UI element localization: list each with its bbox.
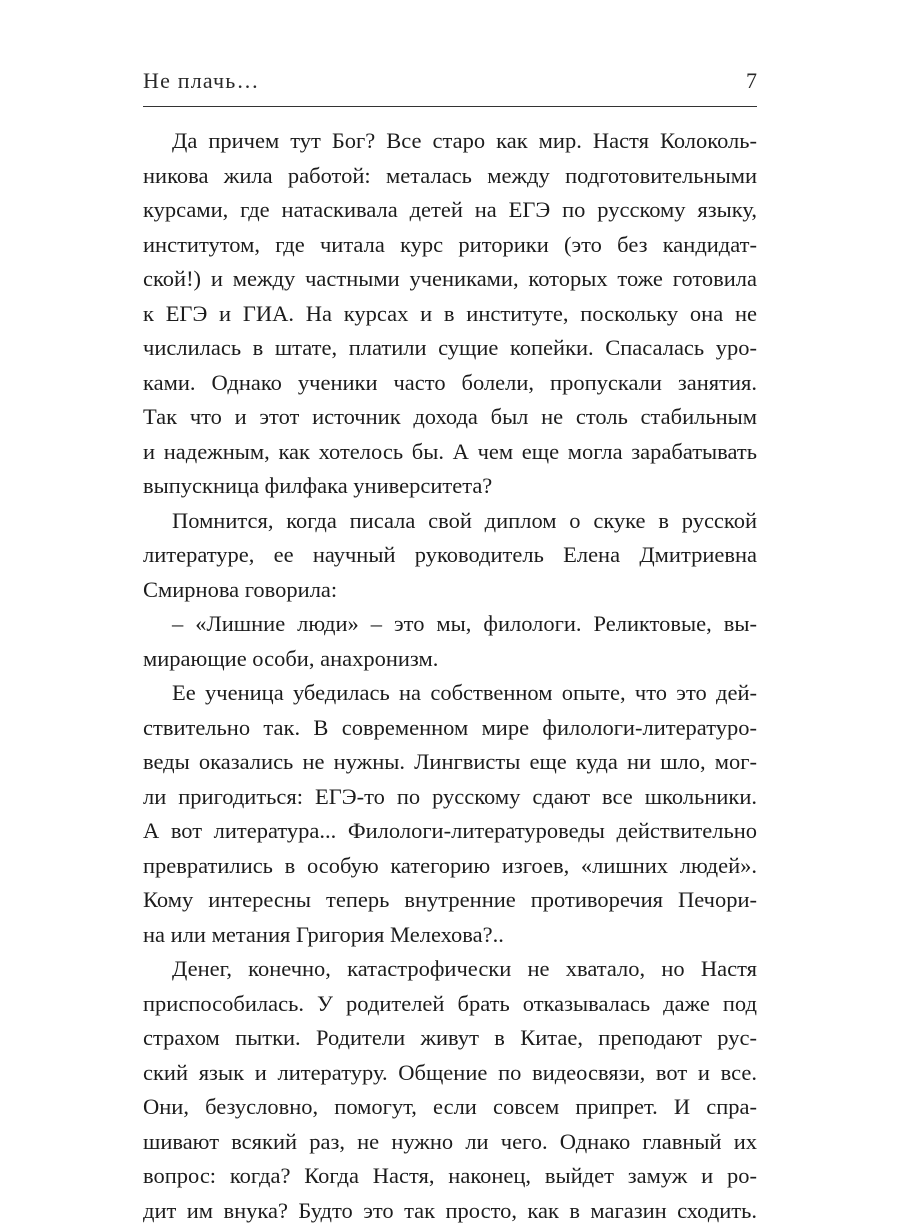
running-head (143, 68, 757, 100)
text-line: ской!) и между частными учениками, которых тоже готовила (143, 262, 757, 297)
text-line: и надежным, как хотелось бы. А чем еще могла зарабатывать (143, 435, 757, 470)
text-line: Смирнова говорила: (143, 573, 757, 608)
text-line: ками. Однако ученики часто болели, пропускали занятия. (143, 366, 757, 401)
text-line: веды оказались не нужны. Лингвисты еще куда ни шло, мог- (143, 745, 757, 780)
text-line: – «Лишние люди» – это мы, филологи. Реликтовые, вы- (143, 607, 757, 642)
text-line: выпускница филфака университета? (143, 469, 757, 504)
page-number: 7 (746, 68, 757, 94)
text-line: Помнится, когда писала свой диплом о скуке в русской (143, 504, 757, 539)
header-rule (143, 106, 757, 107)
text-line: Ее ученица убедилась на собственном опыте, что это дей- (143, 676, 757, 711)
text-line: шивают всякий раз, не нужно ли чего. Однако главный их (143, 1125, 757, 1160)
text-line: ли пригодиться: ЕГЭ-то по русскому сдают все школьники. (143, 780, 757, 815)
text-line: никова жила работой: металась между подготовительными (143, 159, 757, 194)
text-line: вопрос: когда? Когда Настя, наконец, выйдет замуж и ро- (143, 1159, 757, 1194)
text-line: курсами, где натаскивала детей на ЕГЭ по русскому языку, (143, 193, 757, 228)
text-line: институтом, где читала курс риторики (это без кандидат- (143, 228, 757, 263)
text-line: мирающие особи, анахронизм. (143, 642, 757, 677)
text-line: дит им внука? Будто это так просто, как в магазин сходить. (143, 1194, 757, 1228)
body-text (143, 124, 757, 1228)
text-line: Они, безусловно, помогут, если совсем припрет. И спра- (143, 1090, 757, 1125)
text-line: страхом пытки. Родители живут в Китае, преподают рус- (143, 1021, 757, 1056)
text-line: ский язык и литературу. Общение по видеосвязи, вот и все. (143, 1056, 757, 1091)
text-line: А вот литература... Филологи-литературоведы действительно (143, 814, 757, 849)
text-line: Так что и этот источник дохода был не столь стабильным (143, 400, 757, 435)
text-line: литературе, ее научный руководитель Елена Дмитриевна (143, 538, 757, 573)
running-title: Не плачь… (143, 68, 260, 94)
text-line: превратились в особую категорию изгоев, «лишних людей». (143, 849, 757, 884)
text-line: к ЕГЭ и ГИА. На курсах и в институте, поскольку она не (143, 297, 757, 332)
text-line: приспособилась. У родителей брать отказывалась даже под (143, 987, 757, 1022)
text-line: числилась в штате, платили сущие копейки. Спасалась уро- (143, 331, 757, 366)
text-line: Денег, конечно, катастрофически не хватало, но Настя (143, 952, 757, 987)
text-line: Кому интересны теперь внутренние противоречия Печори- (143, 883, 757, 918)
text-line: ствительно так. В современном мире филологи-литературо- (143, 711, 757, 746)
text-line: Да причем тут Бог? Все старо как мир. Настя Колоколь- (143, 124, 757, 159)
text-line: на или метания Григория Мелехова?.. (143, 918, 757, 953)
